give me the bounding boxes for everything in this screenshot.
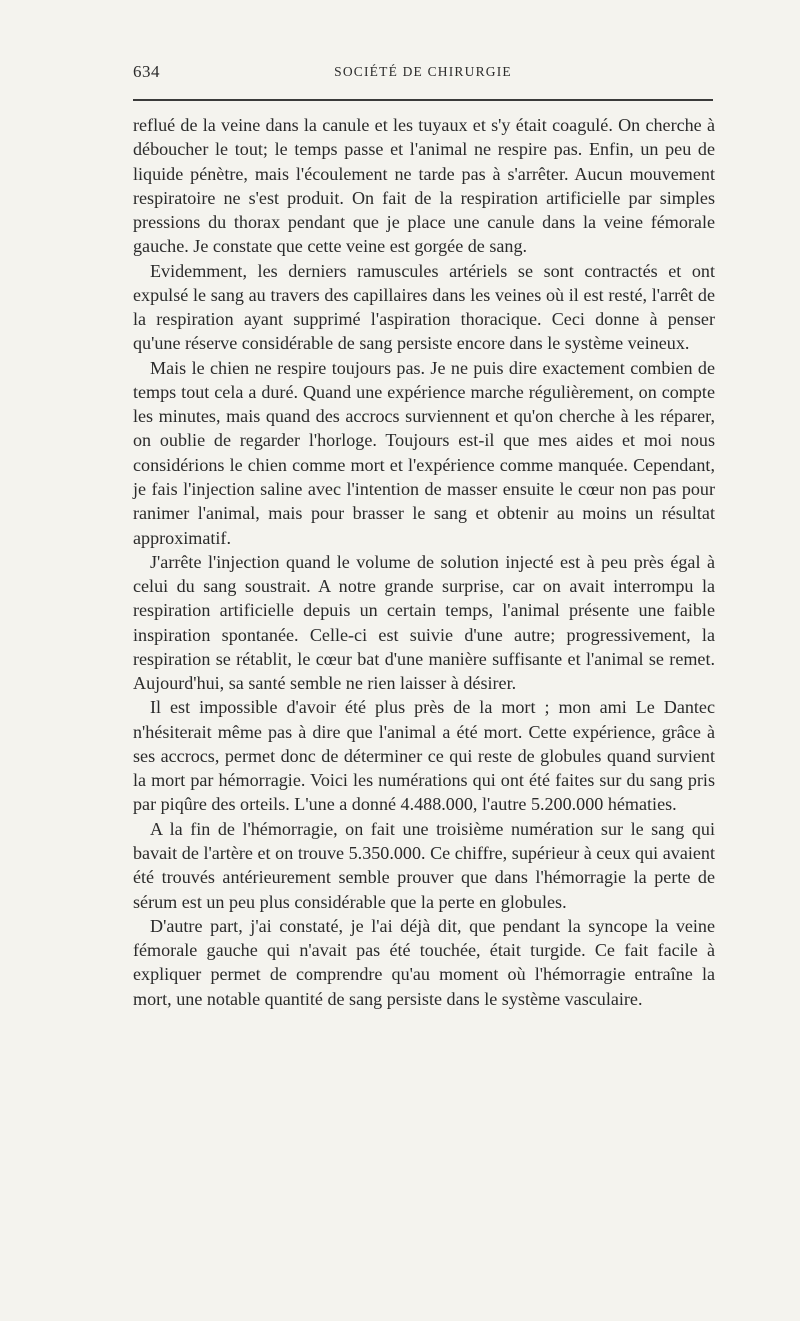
header-rule xyxy=(133,99,713,101)
running-title: SOCIÉTÉ DE CHIRURGIE xyxy=(334,64,512,79)
page-number: 634 xyxy=(133,62,160,81)
paragraph-3: Mais le chien ne respire toujours pas. Je ne puis dire exactement combien de temps tout cela a duré. Quand une expérience marche régulièrement, on compte les minutes, mais quand des accrocs surviennent et qu'on cherche à les réparer, on oublie de regarder l'horloge. Toujours est-il que mes aides et moi nous considérions le chien comme mort et l'expérience comme manquée. Cependant, je fais l'injection saline avec l'intention de masser ensuite le cœur non pas pour ranimer l'animal, mais pour brasser le sang et obtenir au moins un résultat approximatif. xyxy=(133,357,715,548)
paragraph-6: A la fin de l'hémorragie, on fait une troisième numération sur le sang qui bavait de l'artère et on trouve 5.350.000. Ce chiffre, supérieur à ceux qui avaient été trouvés antérieurement semble prouver que dans l'hémorragie la perte de sérum est un peu plus considérable que la perte en globules. xyxy=(133,818,715,912)
paragraph-4: J'arrête l'injection quand le volume de solution injecté est à peu près égal à celui du sang soustrait. A notre grande surprise, car on avait interrompu la respiration artificielle depuis un certain temps, l'animal présente une faible inspiration spontanée. Celle-ci est suivie d'une autre; progressivement, la respiration se rétablit, le cœur bat d'une manière suffisante et l'animal se remet. Aujourd'hui, sa santé semble ne rien laisser à désirer. xyxy=(133,551,715,694)
page-header xyxy=(133,62,713,86)
paragraph-2: Evidemment, les derniers ramuscules artériels se sont contractés et ont expulsé le sang au travers des capillaires dans les veines où il est resté, l'arrêt de la respiration ayant supprimé l'aspiration thoracique. Ceci donne à penser qu'une réserve considérable de sang persiste encore dans le système veineux. xyxy=(133,260,715,354)
paragraph-5: Il est impossible d'avoir été plus près de la mort ; mon ami Le Dantec n'hésiterait même pas à dire que l'animal a été mort. Cette expérience, grâce à ses accrocs, permet donc de déterminer ce qui reste de globules quand survient la mort par hémorragie. Voici les numérations qui ont été faites sur du sang pris par piqûre des orteils. L'une a donné 4.488.000, l'autre 5.200.000 hématies. xyxy=(133,697,715,815)
paragraph-7: D'autre part, j'ai constaté, je l'ai déjà dit, que pendant la syncope la veine fémorale gauche qui n'avait pas été touchée, était turgide. Ce fait facile à expliquer permet de comprendre qu'au moment où l'hémorragie entraîne la mort, une notable quantité de sang persiste dans le système vasculaire. xyxy=(133,915,715,1009)
body-text xyxy=(133,113,715,1011)
paragraph-1: reflué de la veine dans la canule et les tuyaux et s'y était coagulé. On cherche à déboucher le tout; le temps passe et l'animal ne respire pas. Enfin, un peu de liquide pénètre, mais l'écoulement ne tarde pas à s'arrêter. Aucun mouvement respiratoire ne s'est produit. On fait de la respiration artificielle par simples pressions du thorax pendant que je place une canule dans la veine fémorale gauche. Je constate que cette veine est gorgée de sang. xyxy=(133,115,715,257)
